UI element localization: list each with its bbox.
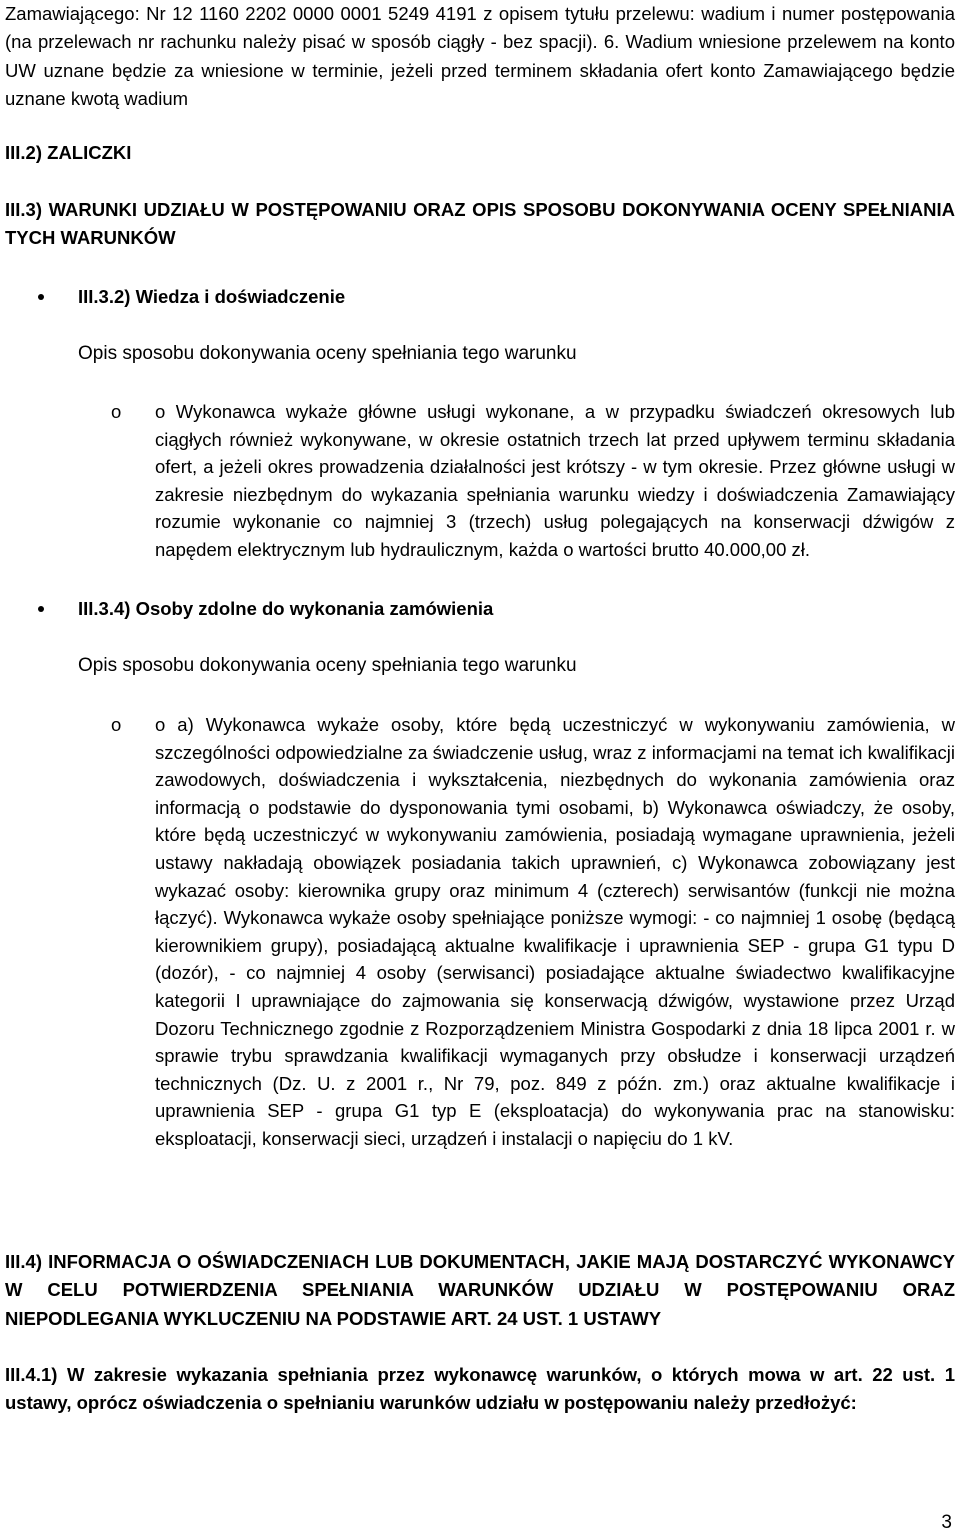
item-title-osoby: III.3.4) Osoby zdolne do wykonania zamówienia xyxy=(78,598,494,619)
item-body-wiedza: o Wykonawca wykaże główne usługi wykonane, a w przypadku świadczeń okresowych lub ciągłych również wykonywane, w okresie ostatnich trzech lat przed upływem terminu składania ofert, a jeżeli okres prowadzenia działalności jest krótszy - w tym okresie. Przez główne usługi w zakresie niezbędnym do wykazania spełniania warunku wiedzy i doświadczenia Zamawiający rozumie wykonanie co najmniej 3 (trzech) usług polegających na konserwacji dźwigów z napędem elektrycznym lub hydraulicznym, każda o wartości brutto 40.000,00 zł. xyxy=(155,401,955,560)
item-subtitle-osoby: Opis sposobu dokonywania oceny spełniania tego warunku xyxy=(78,655,577,676)
bullet-dot xyxy=(38,606,44,612)
intro-paragraph: Zamawiającego: Nr 12 1160 2202 0000 0001 5249 4191 z opisem tytułu przelewu: wadium i numer postępowania (na przelewach nr rachunku należy pisać w sposób ciągły - bez spacji). 6. Wadium wniesione przelewem na konto UW uznane będzie za wniesione w terminie, jeżeli przed terminem składania ofert konto Zamawiającego będzie uznane kwotą wadium xyxy=(5,3,955,110)
section-heading-informacja: III.4) INFORMACJA O OŚWIADCZENIACH LUB DOKUMENTACH, JAKIE MAJĄ DOSTARCZYĆ WYKONAWCY W CELU POTWIERDZENIA SPEŁNIANIA WARUNKÓW UDZIAŁU W POSTĘPOWANIU ORAZ NIEPODLEGANIA WYKLUCZENIU NA PODSTAWIE ART. 24 UST. 1 USTAWY xyxy=(5,1251,955,1329)
page-number: 3 xyxy=(941,1512,952,1533)
item-title-wiedza: III.3.2) Wiedza i doświadczenie xyxy=(78,286,346,307)
list-marker: o xyxy=(111,714,122,735)
section-heading-warunki: III.3) WARUNKI UDZIAŁU W POSTĘPOWANIU ORAZ OPIS SPOSOBU DOKONYWANIA OCENY SPEŁNIANIA TYCH WARUNKÓW xyxy=(5,199,955,249)
section-heading-zakres: III.4.1) W zakresie wykazania spełniania przez wykonawcę warunków, o których mowa w art. 22 ust. 1 ustawy, oprócz oświadczenia o spełnianiu warunków udziału w postępowaniu należy przedłożyć: xyxy=(5,1364,955,1414)
item-subtitle-wiedza: Opis sposobu dokonywania oceny spełniania tego warunku xyxy=(78,343,577,364)
section-heading-zaliczki: III.2) ZALICZKI xyxy=(5,142,132,163)
list-marker: o xyxy=(111,401,122,422)
bullet-dot xyxy=(38,294,44,300)
item-body-osoby: o a) Wykonawca wykaże osoby, które będą uczestniczyć w wykonywaniu zamówienia, w szczególności odpowiedzialne za świadczenie usług, wraz z informacjami na temat ich kwalifikacji zawodowych, doświadczenia i wykształcenia, niezbędnych do wykonania zamówienia oraz informacją o podstawie do dysponowania tymi osobami, b) Wykonawca oświadczy, że osoby, które będą uczestniczyć w wykonywaniu zamówienia, posiadają wymagane uprawnienia, jeżeli ustawy nakładają obowiązek posiadania takich uprawnień, c) Wykonawca zobowiązany jest wykazać osoby: kierownika grupy oraz minimum 4 (czterech) serwisantów (funkcji nie można łączyć). Wykonawca wykaże osoby spełniające poniższe wymogi: - co najmniej 1 osobę (będącą kierownikiem grupy), posiadającą aktualne kwalifikacje i uprawnienia SEP - grupa G1 typu D (dozór), - co najmniej 4 osoby (serwisanci) posiadające aktualne świadectwo kwalifikacyjne kategorii I uprawniające do zajmowania się konserwacją dźwigów, wystawione przez Urząd Dozoru Technicznego zgodnie z Rozporządzeniem Ministra Gospodarki z dnia 18 lipca 2001 r. w sprawie trybu sprawdzania kwalifikacji wymaganych przy obsłudze i konserwacji urządzeń technicznych (Dz. U. z 2001 r., Nr 79, poz. 849 z późn. zm.) oraz aktualne kwalifikacje i uprawnienia SEP - grupa G1 typ E (eksploatacja) do wykonywania prac na stanowisku: eksploatacji, konserwacji sieci, urządzeń i instalacji o napięciu do 1 kV. xyxy=(155,714,955,1149)
